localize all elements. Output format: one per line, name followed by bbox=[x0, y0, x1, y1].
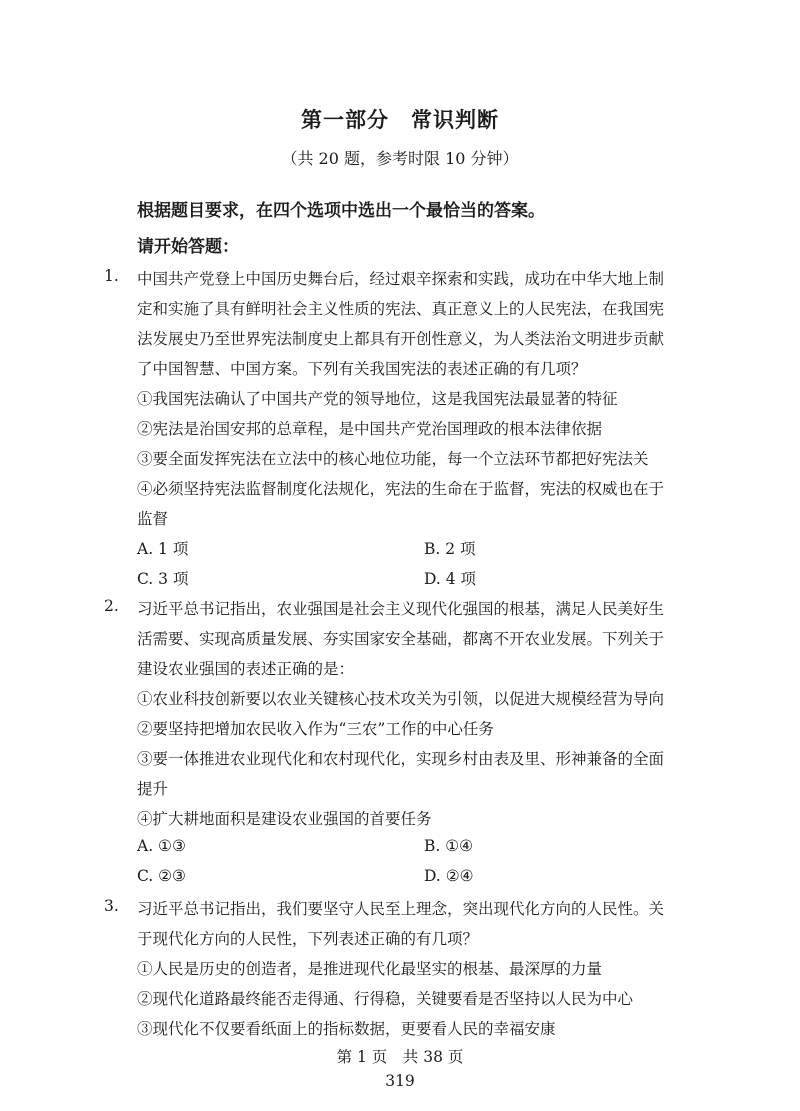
start-prompt: 请开始答题： bbox=[137, 237, 239, 257]
instruction-text: 根据题目要求，在四个选项中选出一个最恰当的答案。 bbox=[137, 201, 545, 221]
statement-line: ③现代化不仅要看纸面上的指标数据，更要看人民的幸福安康 bbox=[137, 1020, 556, 1038]
statement-line: 监督 bbox=[137, 510, 169, 528]
question-text-line: 习近平总书记指出，我们要坚守人民至上理念，突出现代化方向的人民性。关 bbox=[137, 900, 665, 918]
option-d: D. ②④ bbox=[424, 867, 474, 885]
statement-line: ③要全面发挥宪法在立法中的核心地位功能，每一个立法环节都把好宪法关 bbox=[137, 450, 649, 468]
statement-line: ②宪法是治国安邦的总章程，是中国共产党治国理政的根本法律依据 bbox=[137, 420, 603, 438]
page-number: 319 bbox=[385, 1072, 415, 1090]
option-d: D. 4 项 bbox=[424, 570, 477, 588]
question-text-line: 中国共产党登上中国历史舞台后，经过艰辛探索和实践，成功在中华大地上制 bbox=[137, 270, 665, 288]
question-text-line: 法发展史乃至世界宪法制度史上都具有开创性意义，为人类法治文明进步贡献 bbox=[137, 330, 665, 348]
section-title: 第一部分 常识判断 bbox=[301, 107, 499, 132]
question-number: 1. bbox=[104, 267, 119, 285]
question-text-line: 活需要、实现高质量发展、夯实国家安全基础，都离不开农业发展。下列关于 bbox=[137, 630, 665, 648]
statement-line: ④扩大耕地面积是建设农业强国的首要任务 bbox=[137, 810, 432, 828]
question-number: 2. bbox=[104, 597, 119, 615]
statement-line: ①我国宪法确认了中国共产党的领导地位，这是我国宪法最显著的特征 bbox=[137, 390, 618, 408]
option-b: B. 2 项 bbox=[424, 540, 476, 558]
statement-line: 提升 bbox=[137, 780, 169, 798]
option-c: C. ②③ bbox=[137, 867, 186, 885]
statement-line: ④必须坚持宪法监督制度化法规化，宪法的生命在于监督，宪法的权威也在于 bbox=[137, 480, 665, 498]
question-text-line: 定和实施了具有鲜明社会主义性质的宪法、真正意义上的人民宪法，在我国宪 bbox=[137, 300, 665, 318]
page-counter: 第 1 页 共 38 页 bbox=[336, 1048, 464, 1066]
option-a: A. ①③ bbox=[137, 837, 186, 855]
section-subtitle: （共 20 题，参考时限 10 分钟） bbox=[281, 149, 519, 168]
question-text-line: 了中国智慧、中国方案。下列有关我国宪法的表述正确的有几项？ bbox=[137, 360, 587, 378]
question-text-line: 建设农业强国的表述正确的是： bbox=[137, 660, 355, 678]
question-text-line: 于现代化方向的人民性，下列表述正确的有几项？ bbox=[137, 930, 479, 948]
option-a: A. 1 项 bbox=[137, 540, 189, 558]
option-c: C. 3 项 bbox=[137, 570, 189, 588]
statement-line: ②现代化道路最终能否走得通、行得稳，关键要看是否坚持以人民为中心 bbox=[137, 990, 634, 1008]
statement-line: ②要坚持把增加农民收入作为“三农”工作的中心任务 bbox=[137, 720, 494, 738]
question-number: 3. bbox=[104, 897, 119, 915]
statement-line: ①人民是历史的创造者，是推进现代化最坚实的根基、最深厚的力量 bbox=[137, 960, 603, 978]
statement-line: ③要一体推进农业现代化和农村现代化，实现乡村由表及里、形神兼备的全面 bbox=[137, 750, 665, 768]
statement-line: ①农业科技创新要以农业关键核心技术攻关为引领，以促进大规模经营为导向 bbox=[137, 690, 665, 708]
question-text-line: 习近平总书记指出，农业强国是社会主义现代化强国的根基，满足人民美好生 bbox=[137, 600, 665, 618]
option-b: B. ①④ bbox=[424, 837, 474, 855]
